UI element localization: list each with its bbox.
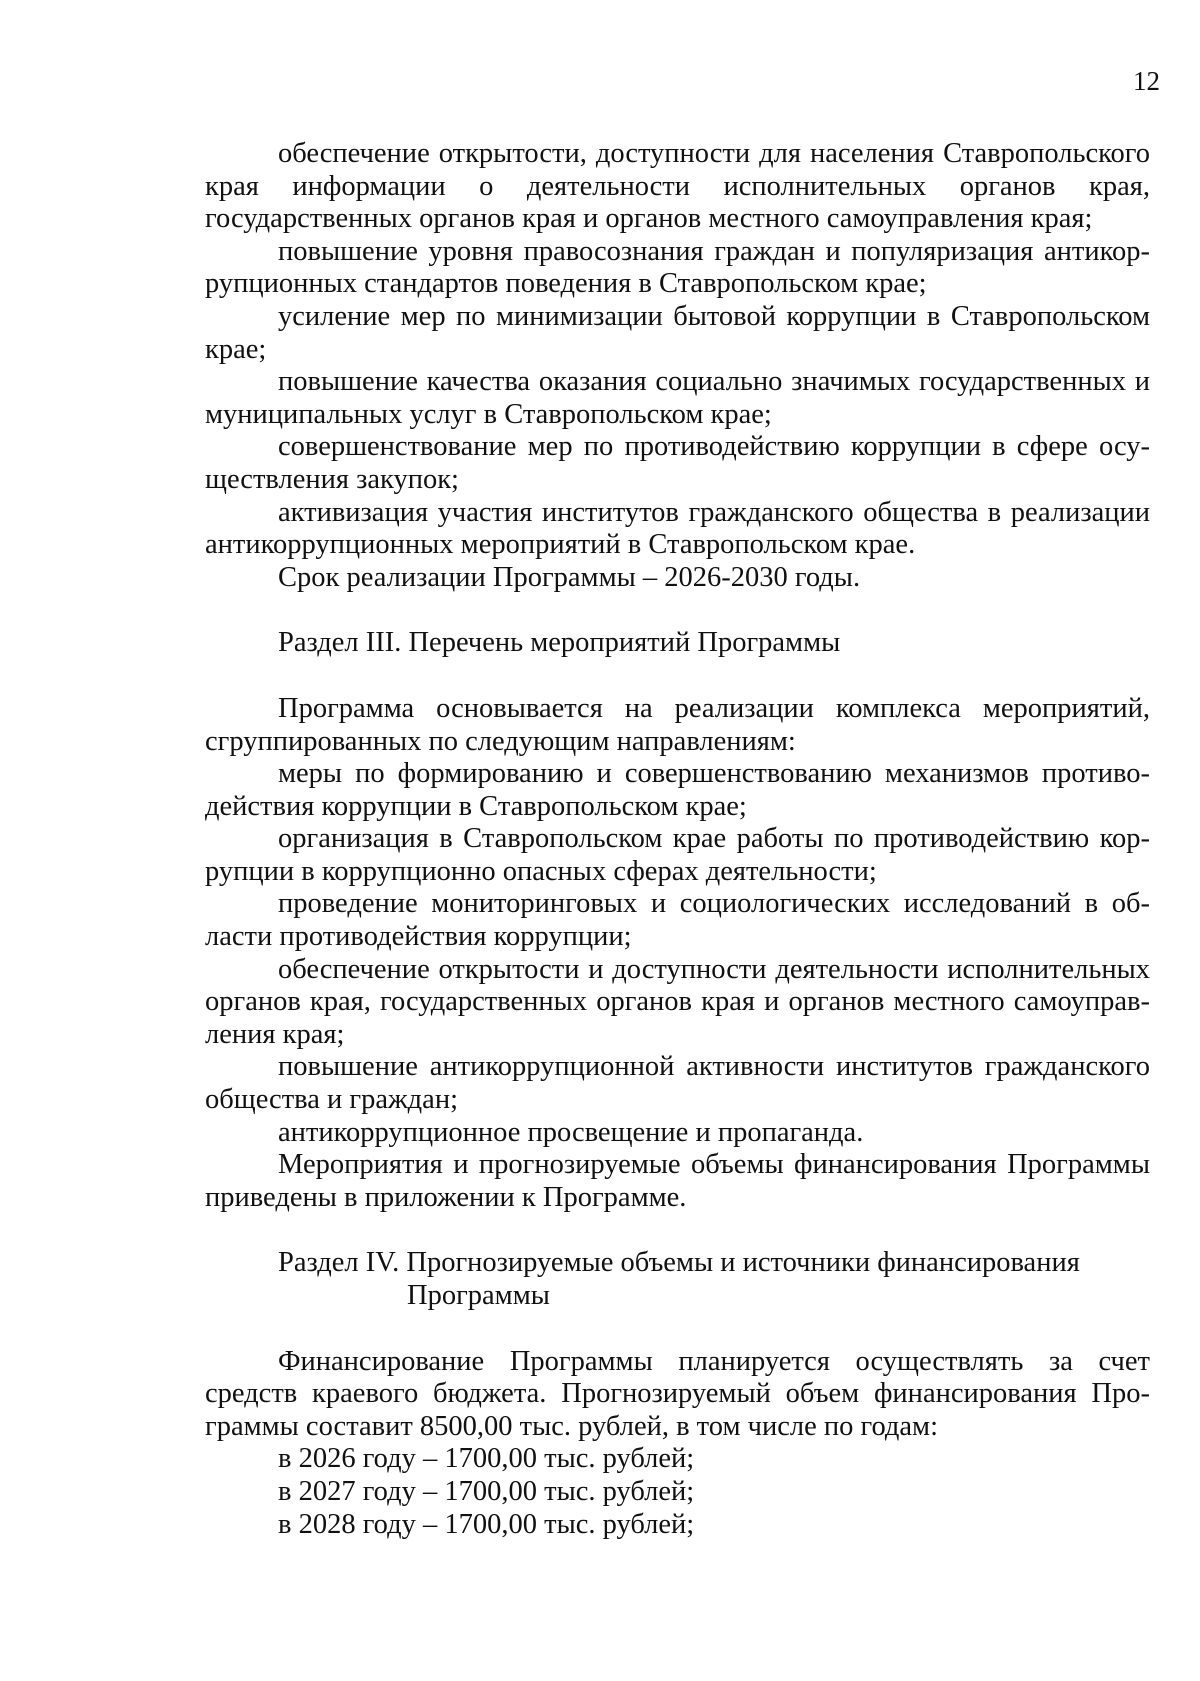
page-number: 12 [1133, 66, 1160, 96]
list-item: в 2026 году – 1700,00 тыс. рублей; [278, 1443, 695, 1475]
paragraph: обеспечение открытости, доступности для населения Ставропольского края информации о деятельности исполнительных органов края, государственных органов края и органов местного самоуправления края; [205, 138, 1150, 235]
paragraph: активизация участия институтов гражданского общества в реализации антикоррупционных мероприятий в Ставропольском крае. [205, 496, 1150, 561]
list-item: в 2028 году – 1700,00 тыс. рублей; [278, 1508, 695, 1540]
paragraph: совершенствование мер по противодействию коррупции в сфере осуществления закупок; [205, 431, 1150, 495]
section-heading-4-continuation: Программы [407, 1280, 550, 1311]
paragraph: Программа основывается на реализации комплекса мероприятий, сгруппированных по следующим направлениям: [205, 692, 1150, 757]
spacer [205, 1214, 1150, 1247]
paragraph: Мероприятия и прогнозируемые объемы финансирования Программы приведены в приложении к Программе. [205, 1149, 1150, 1213]
paragraph: усиление мер по минимизации бытовой коррупции в Ставропольском крае; [205, 300, 1150, 365]
paragraph: обеспечение открытости и доступности деятельности исполнительных органов края, государственных органов края и органов местного самоуправления края; [205, 953, 1150, 1050]
paragraph: повышение антикоррупционной активности институтов гражданского общества и граждан; [205, 1051, 1150, 1116]
paragraph: меры по формированию и совершенствованию механизмов противодействия коррупции в Ставропольском крае; [205, 758, 1150, 822]
paragraph: проведение мониторинговых и социологических исследований в области противодействия коррупции; [205, 888, 1150, 953]
paragraph: организация в Ставропольском крае работы по противодействию коррупции в коррупционно опасных сферах деятельности; [205, 823, 1150, 887]
paragraph: повышение уровня правосознания граждан и популяризация антикоррупционных стандартов поведения в Ставропольском крае; [205, 235, 1150, 300]
paragraph: Финансирование Программы планируется осуществлять за счет средств краевого бюджета. Прогнозируемый объем финансирования Программы составит 8500,00 тыс. рублей, в том числе по годам: [205, 1345, 1150, 1442]
paragraph: повышение качества оказания социально значимых государственных и муниципальных услуг в Ставропольском крае; [205, 366, 1150, 430]
spacer [205, 1313, 1150, 1346]
section-heading-3: Раздел III. Перечень мероприятий Программы [278, 627, 841, 659]
list-item: в 2027 году – 1700,00 тыс. рублей; [278, 1475, 695, 1507]
document-body [205, 138, 1150, 1541]
section-heading-4: Раздел IV. Прогнозируемые объемы и источники финансирования [278, 1247, 1080, 1279]
spacer [205, 594, 1150, 627]
paragraph: Срок реализации Программы – 2026-2030 годы. [278, 561, 861, 593]
paragraph: антикоррупционное просвещение и пропаганда. [278, 1116, 864, 1148]
spacer [205, 660, 1150, 693]
